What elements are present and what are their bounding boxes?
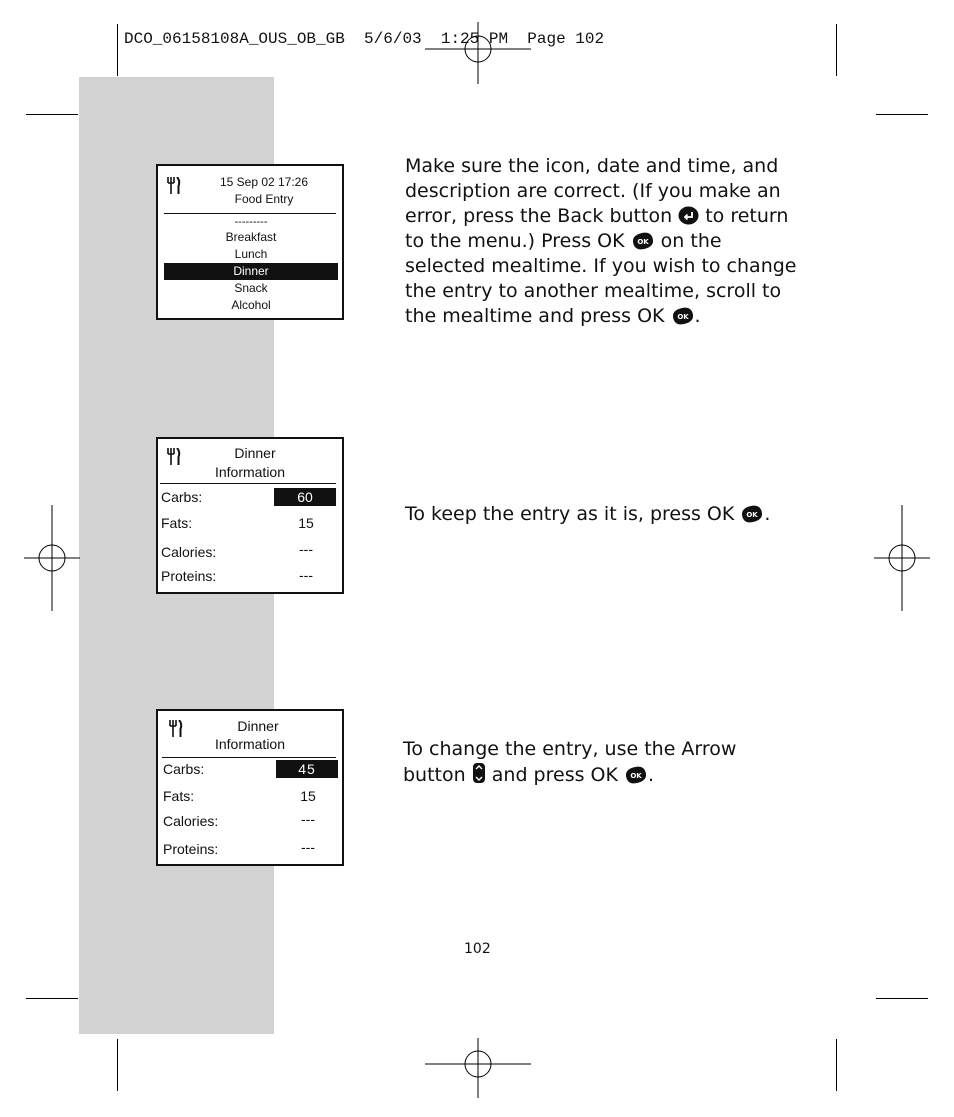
registration-mark-top-icon <box>425 22 531 84</box>
instruction-text: to return to the menu.) Press OK <box>405 205 789 252</box>
crop-mark-top-left-h <box>26 114 78 115</box>
ok-button-icon <box>671 307 695 325</box>
row-value-fats: 15 <box>300 788 316 804</box>
screen-divider <box>164 213 336 214</box>
lcd-screen-dinner-info-change <box>156 709 344 866</box>
ok-button-icon <box>624 766 648 784</box>
screen-title-line1: Dinner <box>234 445 276 461</box>
registration-mark-bottom-icon <box>425 1038 531 1098</box>
instruction-text: Make sure the icon, date and time, and description are correct. (If you make an error, press the Back button <box>405 155 781 227</box>
row-label-proteins: Proteins: <box>161 568 217 584</box>
row-value-proteins: --- <box>299 567 313 583</box>
list-item-alcohol[interactable]: Alcohol <box>231 298 271 312</box>
row-label-carbs: Carbs: <box>163 761 205 777</box>
crop-mark-top-right-h <box>876 114 928 115</box>
instruction-text: . <box>694 305 701 327</box>
row-value-carbs[interactable]: 60 <box>274 488 336 506</box>
printer-slug: DCO_06158108A_OUS_OB_GB 5/6/03 1:25 PM Page 102 <box>124 30 605 48</box>
screen-divider <box>160 483 336 484</box>
instruction-text: and press OK <box>491 764 618 786</box>
row-value-calories: --- <box>299 541 313 557</box>
row-label-calories: Calories: <box>163 813 219 829</box>
screen-title-line2: Information <box>214 736 286 752</box>
list-item-lunch[interactable]: Lunch <box>234 247 268 261</box>
crop-mark-top-left-v <box>117 24 118 76</box>
row-label-calories: Calories: <box>161 544 217 560</box>
instruction-text: on the selected mealtime. If you wish to change the entry to another mealtime, scroll to the mealtime and press OK <box>405 230 797 327</box>
screen-title-line1: Dinner <box>237 718 279 734</box>
registration-mark-left-icon <box>24 505 80 611</box>
screen-title: Food Entry <box>234 192 294 206</box>
instruction-keep-entry <box>405 502 805 527</box>
row-value-proteins: --- <box>301 839 315 855</box>
instruction-text: . <box>764 503 771 525</box>
fork-knife-icon <box>167 177 181 194</box>
ok-button-icon <box>740 505 764 523</box>
instruction-confirm-entry <box>405 154 797 329</box>
mealtime-list <box>164 215 338 314</box>
screen-divider <box>162 757 336 758</box>
list-item-snack[interactable]: Snack <box>234 281 268 295</box>
svg-text:OK: OK <box>636 238 649 246</box>
screen-title-line2: Information <box>214 464 286 480</box>
page-number: 102 <box>464 941 491 957</box>
list-item-separator[interactable]: --------- <box>234 216 268 228</box>
crop-mark-bottom-right-h <box>876 998 928 999</box>
row-value-calories: --- <box>301 811 315 827</box>
instruction-text: To keep the entry as it is, press OK <box>405 503 735 525</box>
crop-mark-bottom-right-v <box>836 1039 837 1091</box>
list-item-breakfast[interactable]: Breakfast <box>225 230 277 244</box>
lcd-screen-food-entry <box>156 164 344 320</box>
row-label-proteins: Proteins: <box>163 841 219 857</box>
crop-mark-bottom-left-v <box>117 1039 118 1091</box>
instruction-text: . <box>648 764 655 786</box>
list-item-dinner-selected[interactable]: Dinner <box>164 263 338 280</box>
back-button-icon <box>678 206 699 225</box>
instruction-change-entry <box>403 737 763 788</box>
ok-button-icon <box>631 232 655 250</box>
crop-mark-top-right-v <box>836 24 837 76</box>
row-value-carbs[interactable]: 45 <box>276 760 338 778</box>
row-label-fats: Fats: <box>161 515 193 531</box>
row-label-carbs: Carbs: <box>161 489 203 505</box>
svg-text:OK: OK <box>746 511 759 519</box>
row-value-fats: 15 <box>298 515 314 531</box>
crop-mark-bottom-left-h <box>26 998 78 999</box>
registration-mark-right-icon <box>874 505 930 611</box>
instruction-text: To change the entry, use the Arrow button <box>403 738 737 786</box>
svg-text:OK: OK <box>676 313 689 321</box>
lcd-screen-dinner-info-keep <box>156 437 344 594</box>
row-label-fats: Fats: <box>163 788 195 804</box>
arrow-button-icon <box>472 762 486 784</box>
screen-datetime: 15 Sep 02 17:26 <box>219 175 309 189</box>
svg-text:OK: OK <box>630 772 642 780</box>
